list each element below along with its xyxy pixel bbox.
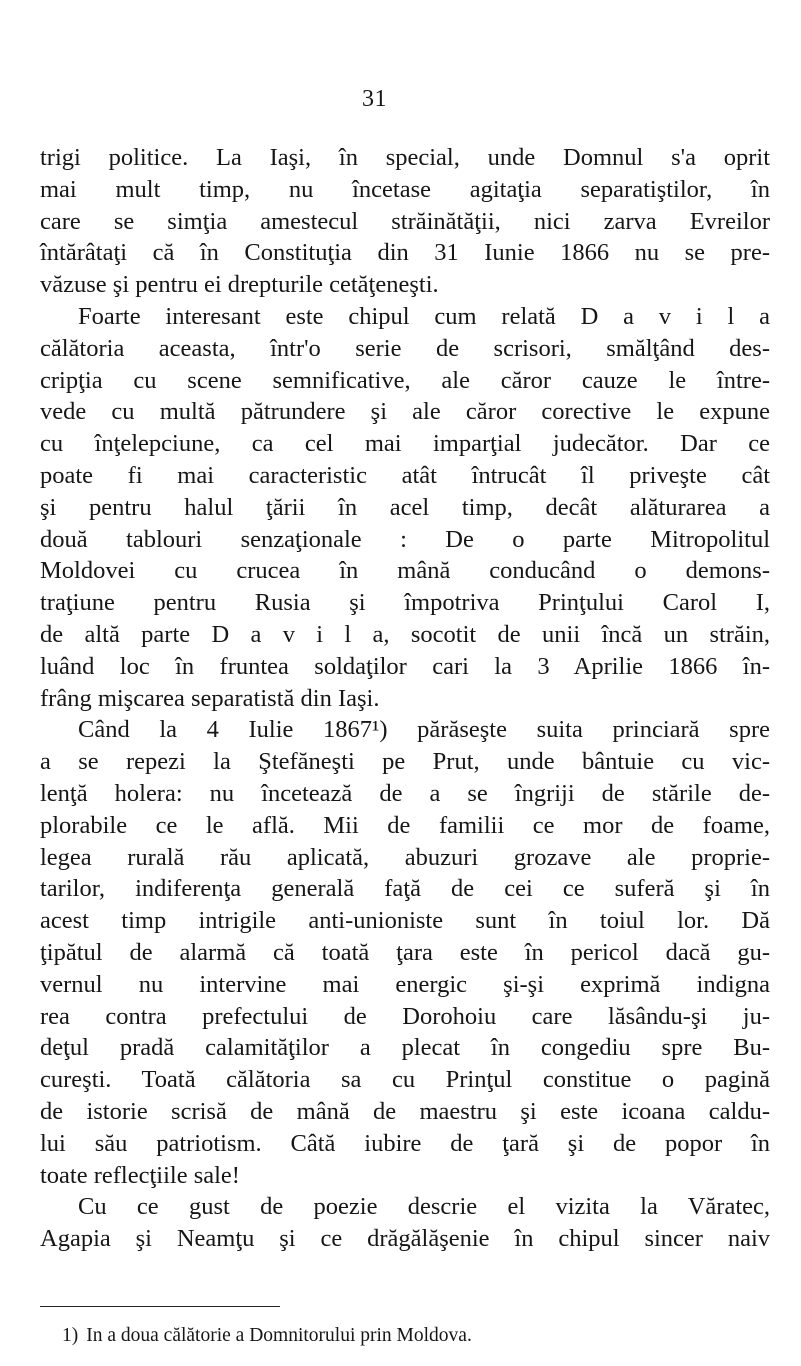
text-line: plorabile ce le află. Mii de familii ce mor de foame, (40, 811, 770, 839)
text-line: trigi politice. La Iaşi, în special, unde Domnul s'a oprit (40, 144, 770, 171)
text-line: vede cu multă pătrundere şi ale căror corective le expune (40, 398, 770, 426)
text-line: cureşti. Toată călătoria sa cu Prinţul constitue o pagină (40, 1066, 770, 1094)
footnote-text: In a doua călătorie a Domnitorului prin Moldova. (86, 1325, 472, 1346)
text-line: Cu ce gust de poezie descrie el vizita la Văratec, (78, 1193, 770, 1221)
text-line: traţiune pentru Rusia şi împotriva Prinţului Carol I, (40, 589, 770, 617)
text-line: cripţia cu scene semnificative, ale căror cauze le între- (40, 366, 770, 394)
text-line: rea contra prefectului de Dorohoiu care lăsându-şi ju- (40, 1002, 770, 1030)
text-line: a se repezi la Ştefăneşti pe Prut, unde bântuie cu vic- (40, 748, 770, 776)
text-line: tarilor, indiferenţa generală faţă de cei ce suferă şi în (40, 875, 770, 903)
paragraph-1 (40, 142, 770, 301)
paragraph-4 (40, 1191, 770, 1255)
body-text (40, 142, 770, 1255)
text-line: ţipătul de alarmă că toată ţara este în pericol dacă gu- (40, 938, 770, 966)
text-line: cu înţelepciune, ca cel mai imparţial judecător. Dar ce (40, 430, 770, 458)
text-line: călătoria aceasta, într'o serie de scrisori, smălţând des- (40, 334, 770, 362)
text-line: Foarte interesant este chipul cum relată D a v i l a (78, 302, 770, 330)
text-line: văzuse şi pentru ei drepturile cetăţeneşti. (40, 271, 439, 299)
text-line: frâng mişcarea separatistă din Iaşi. (40, 684, 380, 712)
footnote-divider (40, 1306, 280, 1307)
text-line: de istorie scrisă de mână de maestru şi este icoana caldu- (40, 1097, 770, 1125)
text-line: şi pentru halul ţării în acel timp, decât alăturarea a (40, 493, 770, 521)
text-line: două tablouri senzaţionale : De o parte Mitropolitul (40, 525, 770, 553)
text-line: acest timp intrigile anti-unioniste sunt în toiul lor. Dă (40, 907, 770, 935)
text-line: poate fi mai caracteristic atât întrucât îl priveşte cât (40, 461, 770, 489)
footnote-marker: 1) (62, 1325, 79, 1346)
text-line: întărâtaţi că în Constituţia din 31 Iunie 1866 nu se pre- (40, 239, 770, 267)
paragraph-2 (40, 301, 770, 714)
paragraph-3 (40, 714, 770, 1191)
text-line: de altă parte D a v i l a, socotit de unii încă un străin, (40, 620, 770, 648)
text-line: Agapia şi Neamţu şi ce drăgălăşenie în chipul sincer naiv (40, 1225, 770, 1253)
text-line: mai mult timp, nu încetase agitaţia separatiştilor, în (40, 175, 770, 203)
text-line: vernul nu intervine mai energic şi-şi exprimă indigna (40, 970, 770, 998)
text-line: legea rurală rău aplicată, abuzuri grozave ale proprie- (40, 843, 770, 871)
text-line: lui său patriotism. Câtă iubire de ţară şi de popor în (40, 1129, 770, 1157)
footnote (62, 1324, 472, 1348)
text-line: care se simţia amestecul străinătăţii, nici zarva Evreilor (40, 207, 770, 235)
page-number: 31 (362, 86, 387, 112)
text-line: Moldovei cu crucea în mână conducând o demons- (40, 557, 770, 585)
text-line: lenţă holera: nu încetează de a se îngriji de stările de- (40, 779, 770, 807)
text-line: toate reflecţiile sale! (40, 1161, 240, 1189)
text-line: Când la 4 Iulie 1867¹) părăseşte suita princiară spre (78, 716, 770, 744)
text-line: luând loc în fruntea soldaţilor cari la 3 Aprilie 1866 în- (40, 652, 770, 680)
text-line: deţul pradă calamităţilor a plecat în congediu spre Bu- (40, 1034, 770, 1062)
